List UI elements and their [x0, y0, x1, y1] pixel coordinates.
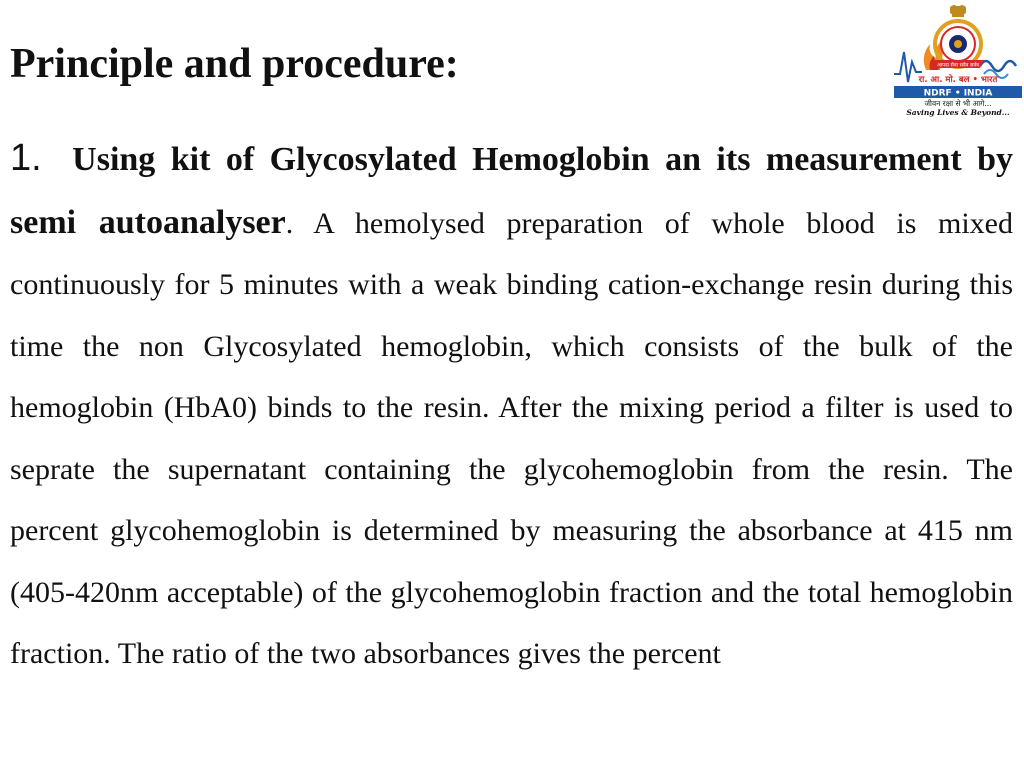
procedure-paragraph: [10, 128, 1013, 685]
item-number: 1.: [10, 137, 42, 179]
logo-english-motto: Saving Lives & Beyond...: [906, 108, 1010, 117]
item-body: A hemolysed preparation of whole blood is mixed continuously for 5 minutes with a weak binding cation-exchange resin during this time the non Glycosylated hemoglobin, which consists of the bulk of the hemoglobin (HbA0) binds to the resin. After the mixing period a filter is used to seprate the supernatant containing the glycohemoglobin from the resin. The percent glycohemoglobin is determined by measuring the absorbance at 415 nm (405-420nm acceptable) of the glycohemoglobin fraction and the total hemoglobin fraction. The ratio of the two absorbances gives the percent: [10, 206, 1014, 670]
ndrf-logo: [892, 2, 1024, 118]
emblem-motto: आपदा सेवा सदैव सर्वत्र: [937, 62, 979, 69]
wave-icon: [980, 61, 1016, 71]
logo-hindi-motto: जीवन रक्षा से भी आगे...: [924, 99, 992, 108]
logo-org-name: NDRF • INDIA: [923, 88, 993, 99]
slide-title: Principle and procedure:: [10, 41, 459, 87]
logo-devanagari-line: रा. आ. मो. बल • भारत: [918, 75, 998, 85]
item-heading: Using kit of Glycosylated Hemoglobin an its measurement by semi autoanalyser: [10, 141, 1014, 241]
item-heading-punct: .: [285, 206, 294, 240]
